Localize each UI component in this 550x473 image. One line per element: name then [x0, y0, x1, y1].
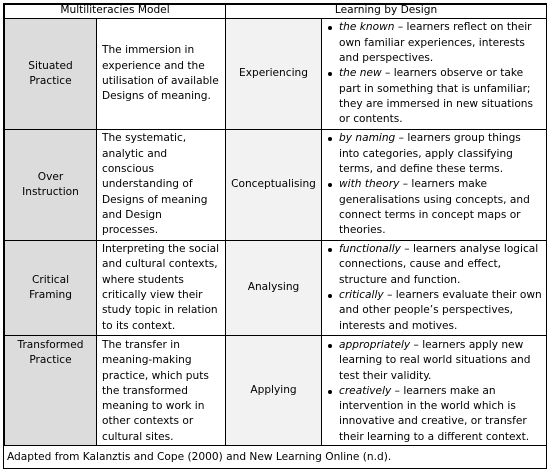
table-row	[5, 241, 547, 336]
description-cell: The systematic, analytic and conscious understanding of Designs of meaning and Design processes.	[97, 130, 226, 241]
description-cell: Interpreting the social and cultural contexts, where students critically view their study topic in relation to its context.	[97, 241, 226, 336]
stage-cell: Conceptualising	[226, 130, 322, 241]
list-item: with theory – learners make generalisations using concepts, and connect terms in concept maps or theories.	[326, 177, 542, 238]
model-cell: Situated Practice	[5, 19, 97, 130]
activities-cell	[322, 241, 547, 336]
list-item: the new – learners observe or take part in something that is unfamiliar; they are immersed in new situations or contents.	[326, 66, 542, 127]
table-row	[5, 336, 547, 446]
list-item: the known – learners reflect on their own familiar experiences, interests and perspectives.	[326, 20, 542, 66]
table-row	[5, 130, 547, 241]
list-item: functionally – learners analyse logical connections, cause and effect, structure and function.	[326, 242, 542, 288]
activities-cell	[322, 130, 547, 241]
list-item: creatively – learners make an intervention in the world which is innovative and creative, or transfer their learning to a different context.	[326, 384, 542, 445]
table-row	[5, 19, 547, 130]
stage-cell: Applying	[226, 336, 322, 446]
list-item: critically – learners evaluate their own and other people’s perspectives, interests and motives.	[326, 288, 542, 334]
header-learning-by-design: Learning by Design	[226, 5, 547, 19]
header-row	[5, 5, 547, 19]
list-item: appropriately – learners apply new learning to real world situations and test their validity.	[326, 338, 542, 384]
stage-cell: Experiencing	[226, 19, 322, 130]
stage-cell: Analysing	[226, 241, 322, 336]
list-item: by naming – learners group things into categories, apply classifying terms, and define these terms.	[326, 131, 542, 177]
model-cell: Transformed Practice	[5, 336, 97, 446]
model-cell: Critical Framing	[5, 241, 97, 336]
footnote: Adapted from Kalanztis and Cope (2000) and New Learning Online (n.d).	[7, 451, 392, 463]
table-frame	[3, 3, 547, 469]
description-cell: The transfer in meaning-making practice, which puts the transformed meaning to work in other contexts or cultural sites.	[97, 336, 226, 446]
comparison-table	[4, 4, 547, 446]
model-cell: Over Instruction	[5, 130, 97, 241]
header-multiliteracies: Multiliteracies Model	[5, 5, 226, 19]
activities-cell	[322, 336, 547, 446]
description-cell: The immersion in experience and the utilisation of available Designs of meaning.	[97, 19, 226, 130]
activities-cell	[322, 19, 547, 130]
